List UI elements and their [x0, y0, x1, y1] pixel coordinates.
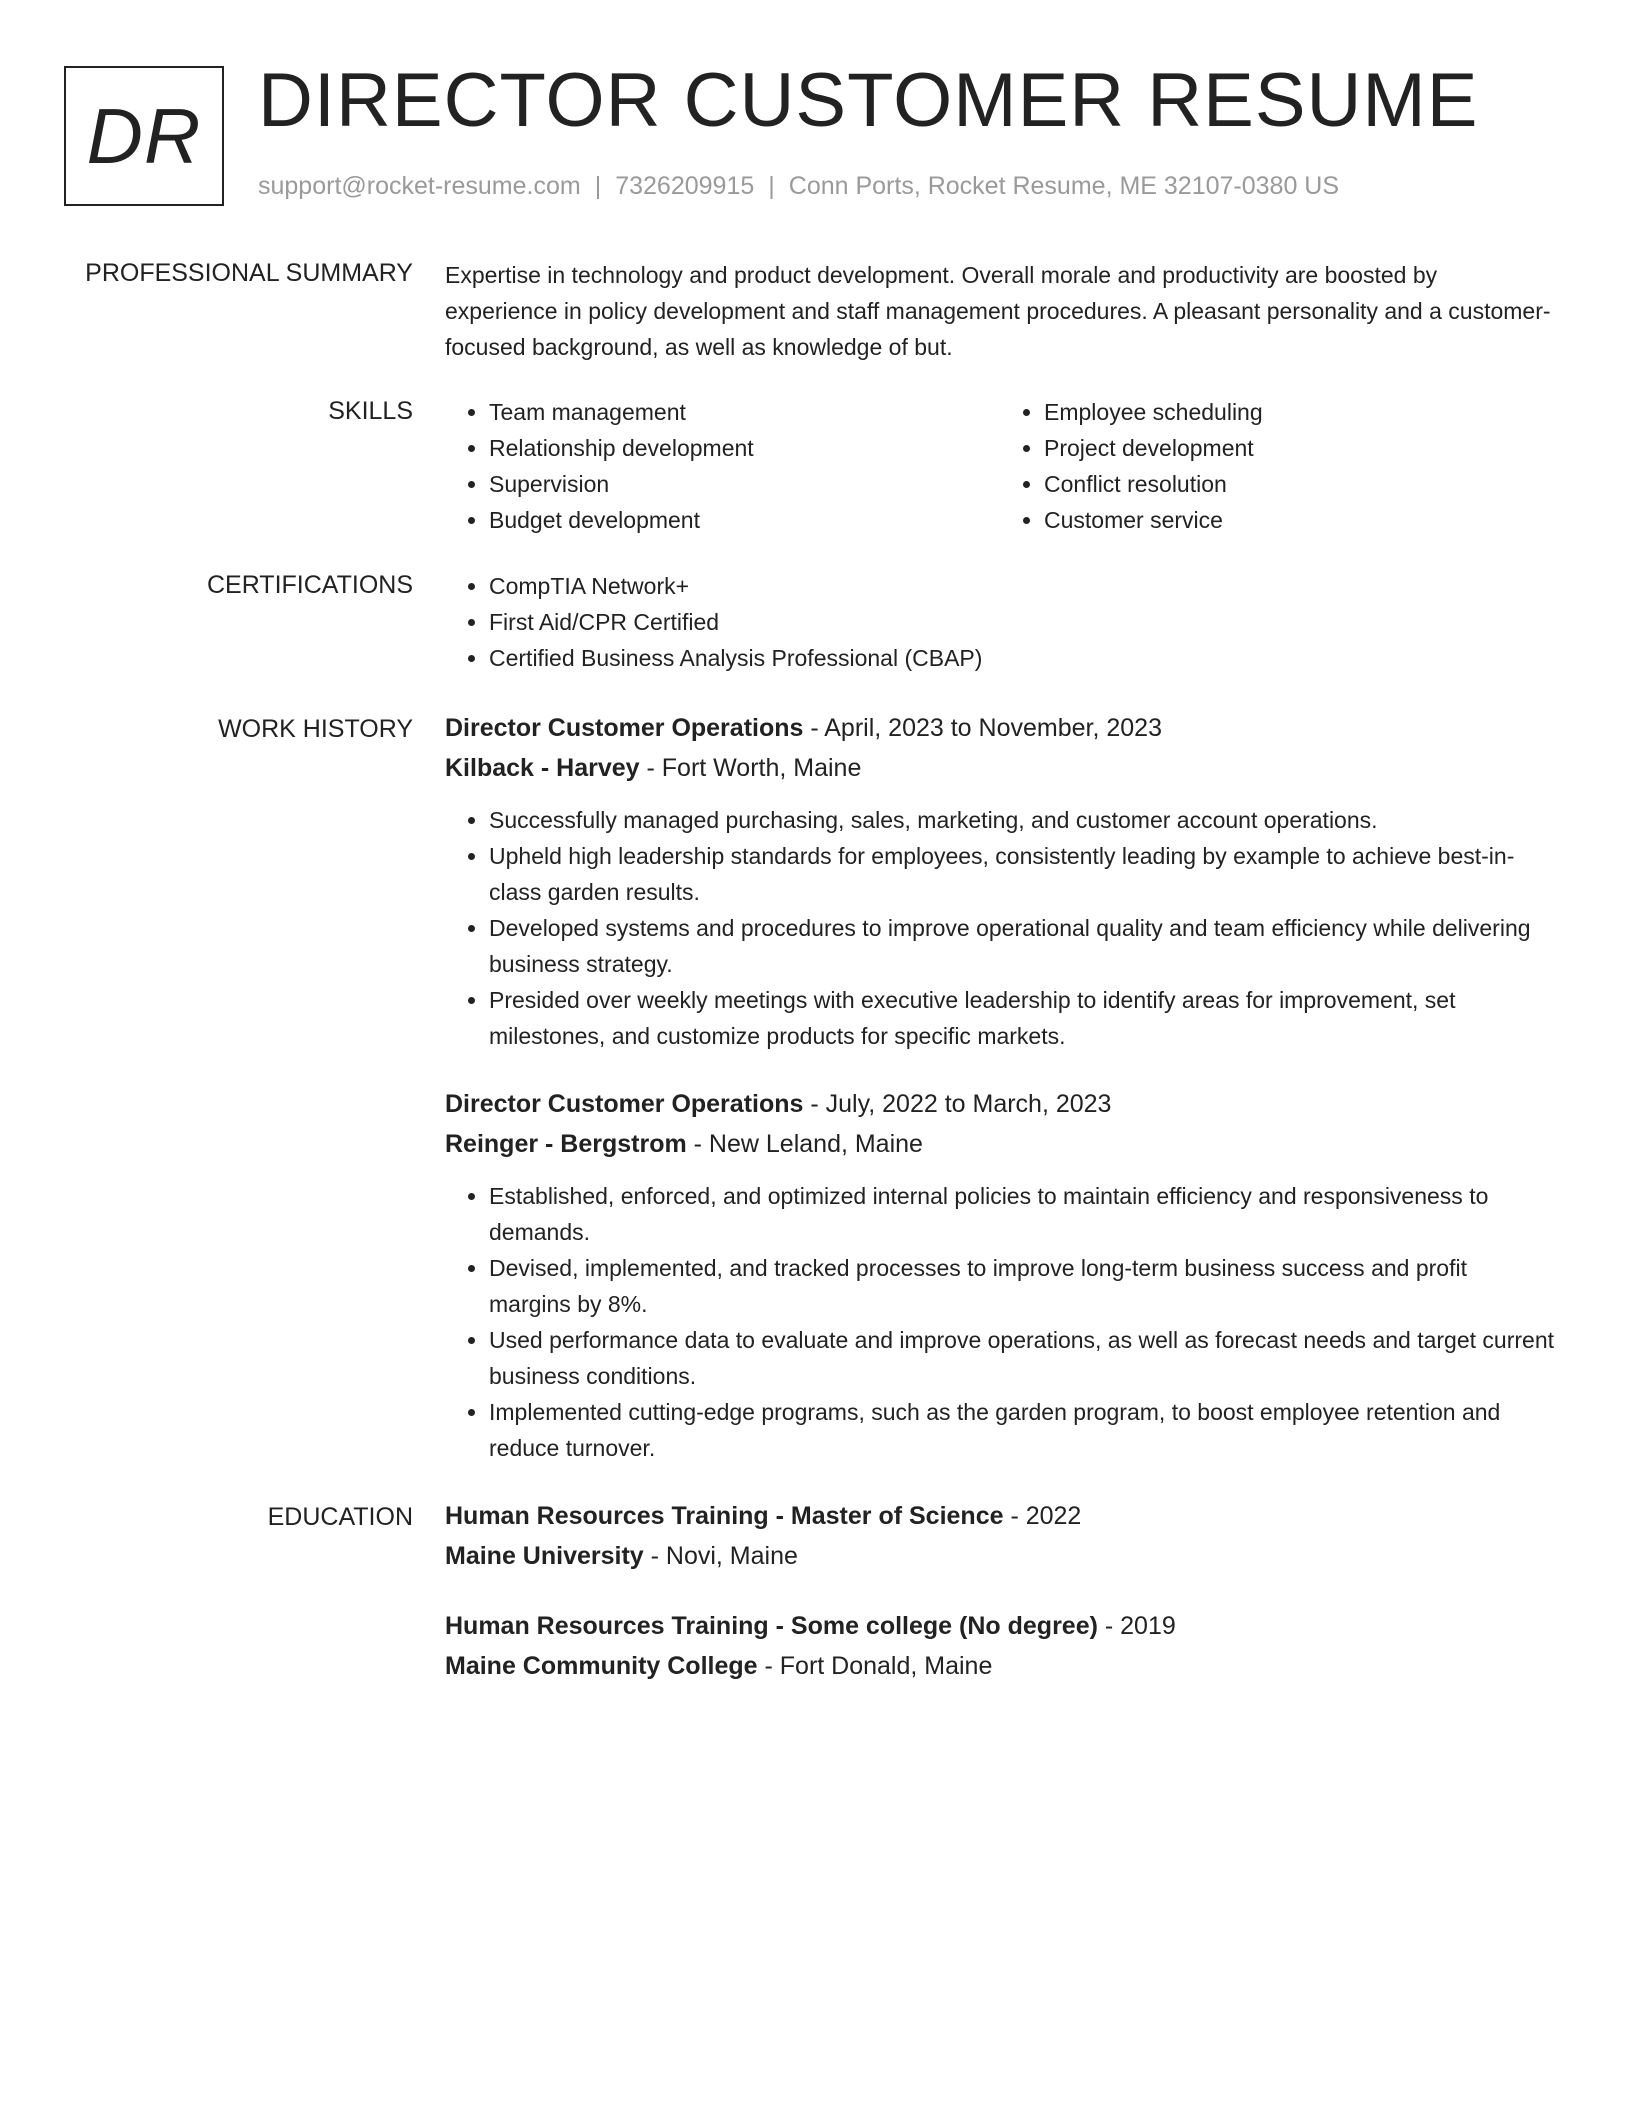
skill-item: • Supervision [489, 466, 1000, 502]
education-institution [445, 1536, 1555, 1576]
certification-item: • CompTIA Network+ [489, 568, 1555, 604]
certification-item: • Certified Business Analysis Professional (CBAP) [489, 640, 1555, 676]
job-bullet: • Established, enforced, and optimized internal policies to maintain efficiency and responsiveness to demands. [489, 1178, 1555, 1250]
job-entry [445, 1084, 1555, 1466]
job-bullets [445, 1178, 1555, 1466]
job-title: Director Customer Operations [445, 1090, 804, 1118]
skill-item: • Budget development [489, 502, 1000, 538]
job-location: - New Leland, Maine [686, 1130, 923, 1158]
job-bullet: • Devised, implemented, and tracked processes to improve long-term business success and profit margins by 8%. [489, 1250, 1555, 1322]
job-company: Kilback - Harvey [445, 754, 640, 782]
contact-separator: | [768, 172, 775, 200]
resume-title: DIRECTOR CUSTOMER RESUME [258, 58, 1479, 143]
job-entry [445, 708, 1555, 1054]
education-year: - 2022 [1003, 1502, 1082, 1530]
skill-item: • Team management [489, 394, 1000, 430]
skill-item: • Relationship development [489, 430, 1000, 466]
job-employer [445, 1124, 1555, 1164]
skill-item: • Project development [1044, 430, 1555, 466]
contact-line [258, 172, 1339, 201]
job-bullet: • Presided over weekly meetings with executive leadership to identify areas for improvement, set milestones, and customize products for specific markets. [489, 982, 1555, 1054]
section-label-summary: PROFESSIONAL SUMMARY [85, 259, 413, 287]
education-degree: Human Resources Training - Some college (No degree) [445, 1612, 1098, 1640]
job-location: - Fort Worth, Maine [639, 754, 862, 782]
job-bullet: • Developed systems and procedures to improve operational quality and team efficiency while delivering business strategy. [489, 910, 1555, 982]
monogram-box [64, 66, 224, 206]
skill-item: • Conflict resolution [1044, 466, 1555, 502]
education-school: Maine University [445, 1542, 644, 1570]
education-year: - 2019 [1097, 1612, 1176, 1640]
job-bullet: • Used performance data to evaluate and improve operations, as well as forecast needs and target current business conditions. [489, 1322, 1555, 1394]
contact-address: Conn Ports, Rocket Resume, ME 32107-0380 US [788, 172, 1340, 200]
section-label-work-history: WORK HISTORY [218, 715, 413, 743]
contact-phone: 7326209915 [615, 172, 755, 200]
job-bullets [445, 802, 1555, 1054]
job-employer [445, 748, 1555, 788]
education-location: - Fort Donald, Maine [757, 1652, 993, 1680]
job-heading [445, 708, 1555, 748]
job-title: Director Customer Operations [445, 714, 804, 742]
section-label-skills: SKILLS [328, 397, 413, 425]
job-bullet: • Implemented cutting-edge programs, such as the garden program, to boost employee retention and reduce turnover. [489, 1394, 1555, 1466]
certification-item: • First Aid/CPR Certified [489, 604, 1555, 640]
education-location: - Novi, Maine [643, 1542, 798, 1570]
contact-separator: | [594, 172, 602, 200]
job-heading [445, 1084, 1555, 1124]
monogram-initials: DR [86, 91, 202, 180]
job-bullet: • Successfully managed purchasing, sales, marketing, and customer account operations. [489, 802, 1555, 838]
skills-list-left [445, 394, 1000, 538]
certifications-list [445, 568, 1555, 676]
education-heading [445, 1606, 1555, 1646]
job-bullet: • Upheld high leadership standards for employees, consistently leading by example to achieve best-in-class garden results. [489, 838, 1555, 910]
contact-email: support@rocket-resume.com [258, 172, 581, 200]
skills-list-right [1000, 394, 1555, 538]
skill-item: • Customer service [1044, 502, 1555, 538]
education-heading [445, 1496, 1555, 1536]
education-entry [445, 1496, 1555, 1576]
skill-item: • Employee scheduling [1044, 394, 1555, 430]
section-label-education: EDUCATION [267, 1503, 413, 1531]
job-dates: - April, 2023 to November, 2023 [803, 714, 1162, 742]
summary-text: Expertise in technology and product development. Overall morale and productivity are boosted by experience in policy development and staff management procedures. A pleasant personality and a customer-focused background, as well as knowledge of but. [445, 262, 1551, 360]
job-dates: - July, 2022 to March, 2023 [803, 1090, 1112, 1118]
education-entry [445, 1606, 1555, 1686]
section-label-certifications: CERTIFICATIONS [206, 571, 413, 599]
job-company: Reinger - Bergstrom [445, 1130, 687, 1158]
education-school: Maine Community College [445, 1652, 758, 1680]
education-institution [445, 1646, 1555, 1686]
education-degree: Human Resources Training - Master of Science [445, 1502, 1004, 1530]
